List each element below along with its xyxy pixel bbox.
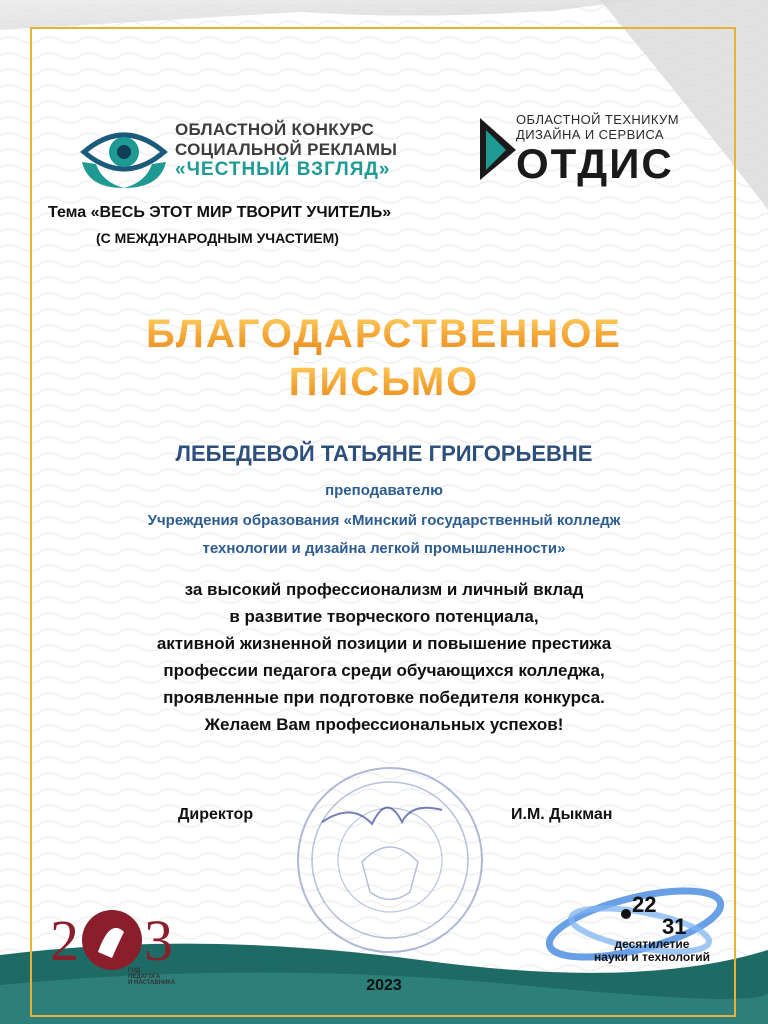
eye-hands-icon — [78, 112, 170, 190]
college-line2: ДИЗАЙНА И СЕРВИСА — [516, 127, 664, 142]
body-line: Желаем Вам профессиональных успехов! — [204, 715, 564, 734]
otdis-arrow-icon — [478, 116, 518, 182]
official-stamp — [292, 762, 488, 958]
contest-line2: СОЦИАЛЬНОЙ РЕКЛАМЫ — [175, 140, 398, 159]
contest-title — [175, 120, 397, 180]
body-line: профессии педагога среди обучающихся колледжа, — [163, 661, 605, 680]
title-line1: БЛАГОДАРСТВЕННОЕ — [0, 310, 768, 358]
recipient-org-line2: технологии и дизайна легкой промышленности» — [202, 540, 566, 557]
decade-number-1: 22 — [632, 892, 657, 917]
college-logo — [516, 112, 679, 186]
theme-line2: (С МЕЖДУНАРОДНЫМ УЧАСТИЕМ) — [96, 230, 339, 246]
svg-text:3: 3 — [144, 908, 173, 973]
footer-year: 2023 — [366, 977, 402, 994]
year-caption-line3: И НАСТАВНИКА — [128, 980, 176, 986]
title-line2: ПИСЬМО — [0, 358, 768, 406]
contest-line3: «ЧЕСТНЫЙ ВЗГЛЯД» — [175, 159, 391, 180]
svg-text:2: 2 — [50, 908, 79, 973]
letter-title — [0, 310, 768, 406]
decade-caption — [582, 938, 722, 964]
contest-line1: ОБЛАСТНОЙ КОНКУРС — [175, 120, 375, 139]
theme-line1: Тема «ВЕСЬ ЭТОТ МИР ТВОРИТ УЧИТЕЛЬ» — [48, 204, 392, 221]
body-line: проявленные при подготовке победителя конкурса. — [163, 688, 605, 707]
decade-number-2: 31 — [662, 914, 687, 939]
body-line: в развитие творческого потенциала, — [229, 607, 539, 626]
letter-body — [0, 576, 768, 738]
signature-person: И.М. Дыкман — [511, 806, 613, 823]
recipient-org-line1: Учреждения образования «Минский государственный колледж — [147, 512, 621, 529]
signature-role: Директор — [178, 806, 254, 823]
body-line: за высокий профессионализм и личный вклад — [184, 580, 584, 599]
decade-line1: десятилетие — [614, 937, 690, 951]
college-line1: ОБЛАСТНОЙ ТЕХНИКУМ — [516, 112, 679, 127]
year-caption-line2: ПЕДАГОГА — [128, 974, 161, 980]
recipient-position: преподавателю — [325, 482, 443, 499]
year-caption-line1: ГОД — [128, 968, 141, 974]
recipient-name: ЛЕБЕДЕВОЙ ТАТЬЯНЕ ГРИГОРЬЕВНЕ — [175, 441, 593, 466]
body-line: активной жизненной позиции и повышение престижа — [156, 634, 612, 653]
year-of-teacher-logo — [48, 898, 196, 978]
college-name: ОТДИС — [516, 140, 674, 187]
decade-line2: науки и технологий — [594, 950, 710, 964]
